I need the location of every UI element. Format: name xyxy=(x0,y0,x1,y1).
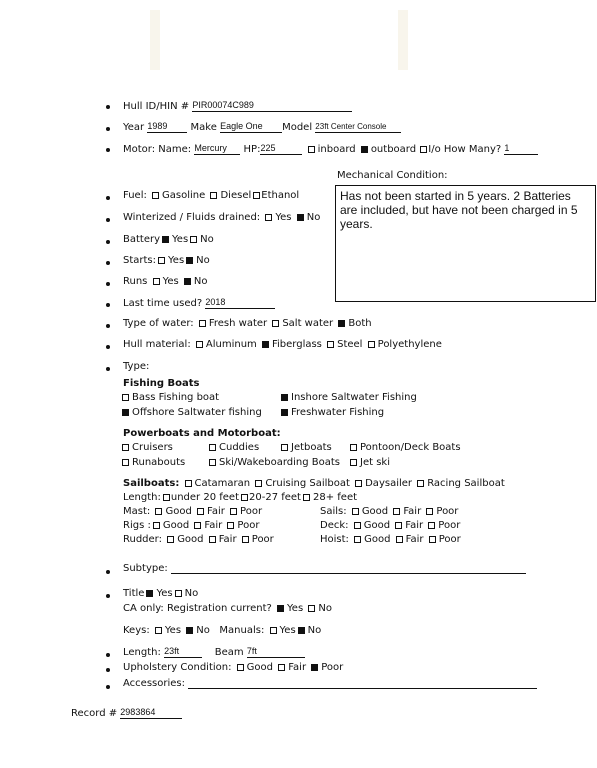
subtype-field[interactable] xyxy=(171,563,526,574)
racing-sailboat-checkbox[interactable] xyxy=(417,480,424,487)
sailboats-heading: Sailboats: xyxy=(123,478,180,489)
battery-label: Battery xyxy=(123,234,161,245)
ethanol-checkbox[interactable] xyxy=(253,192,260,199)
bullet xyxy=(106,148,110,152)
model-field[interactable] xyxy=(315,121,401,133)
jetboats-label: Jetboats xyxy=(291,442,332,453)
fiberglass-label: Fiberglass xyxy=(271,339,322,350)
io-label: I/o How Many? xyxy=(428,144,502,155)
powerboat-option xyxy=(348,457,390,468)
poor-checkbox[interactable] xyxy=(227,522,234,529)
poor-label: Poor xyxy=(240,506,263,517)
runabouts-checkbox[interactable] xyxy=(122,459,129,466)
under-20-checkbox[interactable] xyxy=(163,494,170,501)
bass-fishing-label: Bass Fishing boat xyxy=(132,392,220,403)
beam-label: Beam xyxy=(214,647,244,658)
upholstery-row xyxy=(123,662,343,673)
bass-fishing-checkbox[interactable] xyxy=(122,394,129,401)
bullet xyxy=(106,282,110,286)
jet-ski-label: Jet ski xyxy=(360,457,390,468)
winterized-yes-checkbox[interactable] xyxy=(265,214,272,221)
no-label: No xyxy=(200,234,214,245)
good-checkbox[interactable] xyxy=(352,508,359,515)
poor-label: Poor xyxy=(436,506,459,517)
fair-label: Fair xyxy=(405,520,424,531)
catamaran-checkbox[interactable] xyxy=(185,480,192,487)
scan-artifact-left xyxy=(150,10,160,70)
cruisers-label: Cruisers xyxy=(132,442,173,453)
bullet xyxy=(106,127,110,131)
keys-yes-checkbox[interactable] xyxy=(155,627,162,634)
no-label: No xyxy=(196,255,210,266)
diesel-label: Diesel xyxy=(220,190,252,201)
fair-label: Fair xyxy=(405,534,424,545)
good-checkbox[interactable] xyxy=(354,522,361,529)
sails-condition-row xyxy=(320,506,458,517)
make-value: Eagle One xyxy=(220,121,263,131)
jet-ski-checkbox[interactable] xyxy=(350,459,357,466)
subtype-label: Subtype: xyxy=(123,563,168,574)
bullet xyxy=(106,240,110,244)
bullet xyxy=(106,261,110,265)
yes-label: Yes xyxy=(168,255,185,266)
year-field[interactable] xyxy=(147,121,187,133)
length-value: 23ft xyxy=(164,646,180,656)
powerboat-option xyxy=(120,442,173,453)
poor-checkbox[interactable] xyxy=(242,536,249,543)
bullet xyxy=(106,105,110,109)
rudder-label: Rudder: xyxy=(123,534,162,545)
no-label: No xyxy=(306,212,321,223)
starts-yes-checkbox[interactable] xyxy=(158,257,165,264)
make-label: Make xyxy=(190,122,217,133)
winterized-no-checkbox[interactable] xyxy=(297,214,304,221)
fishing-option xyxy=(279,407,384,418)
good-label: Good xyxy=(177,534,204,545)
registration-no-checkbox[interactable] xyxy=(308,605,315,612)
fresh-water-checkbox[interactable] xyxy=(199,320,206,327)
no-label: No xyxy=(196,625,210,636)
last-used-field[interactable] xyxy=(205,297,275,309)
powerboat-option xyxy=(348,442,461,453)
bullet xyxy=(106,668,110,672)
inshore-saltwater-label: Inshore Saltwater Fishing xyxy=(291,392,417,403)
diesel-checkbox[interactable] xyxy=(210,192,217,199)
good-label: Good xyxy=(363,520,391,531)
starts-no-checkbox[interactable] xyxy=(186,257,193,264)
good-label: Good xyxy=(246,662,274,673)
registration-label: CA only: Registration current? xyxy=(123,603,272,614)
daysailer-label: Daysailer xyxy=(365,478,413,489)
length-label: Length: xyxy=(123,647,161,658)
yes-label: Yes xyxy=(162,276,179,287)
fuel-label: Fuel: xyxy=(123,190,147,201)
starts-row xyxy=(123,255,210,266)
good-label: Good xyxy=(162,520,190,531)
battery-row xyxy=(123,234,214,245)
water-type-label: Type of water: xyxy=(123,318,194,329)
fair-checkbox[interactable] xyxy=(393,508,400,515)
jetboats-checkbox[interactable] xyxy=(281,444,288,451)
keys-no-checkbox[interactable] xyxy=(186,627,193,634)
subtype-row xyxy=(123,563,526,574)
title-yes-checkbox[interactable] xyxy=(146,590,153,597)
bullet xyxy=(106,685,110,689)
mechanical-condition-box[interactable]: Has not been started in 5 years. 2 Batteries are included, but have not been charged in 5 years. xyxy=(335,185,596,302)
sailboats-row xyxy=(123,478,505,489)
cruising-sailboat-checkbox[interactable] xyxy=(255,480,262,487)
make-field[interactable] xyxy=(220,121,282,133)
both-water-checkbox[interactable] xyxy=(338,320,345,327)
hoist-condition-row xyxy=(320,534,461,545)
poor-checkbox[interactable] xyxy=(428,522,435,529)
manuals-no-checkbox[interactable] xyxy=(298,627,305,634)
year-value: 1989 xyxy=(147,121,168,131)
motor-row xyxy=(123,143,538,155)
powerboat-option xyxy=(279,442,332,453)
fair-checkbox[interactable] xyxy=(197,508,204,515)
winterized-row xyxy=(123,212,320,223)
battery-yes-checkbox[interactable] xyxy=(162,236,169,243)
good-checkbox[interactable] xyxy=(167,536,174,543)
yes-label: Yes xyxy=(172,234,189,245)
hoist-label: Hoist: xyxy=(320,534,349,545)
beam-value: 7ft xyxy=(246,646,257,656)
hp-value: 225 xyxy=(260,143,276,153)
hull-id-field[interactable] xyxy=(192,100,352,112)
motor-count-value: 1 xyxy=(504,143,510,153)
offshore-saltwater-label: Offshore Saltwater fishing xyxy=(132,407,262,418)
winterized-label: Winterized / Fluids drained: xyxy=(123,212,261,223)
bullet xyxy=(106,594,110,598)
bullet xyxy=(106,324,110,328)
yes-label: Yes xyxy=(287,603,304,614)
powerboat-option xyxy=(207,442,259,453)
bullet xyxy=(106,653,110,657)
good-label: Good xyxy=(165,506,192,517)
fresh-water-label: Fresh water xyxy=(208,318,268,329)
pontoon-checkbox[interactable] xyxy=(350,444,357,451)
good-checkbox[interactable] xyxy=(155,508,162,515)
record-field[interactable] xyxy=(120,707,182,719)
length-field[interactable] xyxy=(164,646,202,658)
good-label: Good xyxy=(364,534,391,545)
title-label: Title xyxy=(123,588,145,599)
upholstery-label: Upholstery Condition: xyxy=(123,662,232,673)
fair-checkbox[interactable] xyxy=(395,522,402,529)
rudder-condition-row xyxy=(123,534,274,545)
under-20-label: under 20 feet xyxy=(170,492,239,503)
registration-row xyxy=(123,603,332,614)
poor-label: Poor xyxy=(321,662,344,673)
fair-checkbox[interactable] xyxy=(209,536,216,543)
steel-label: Steel xyxy=(337,339,363,350)
upholstery-fair-checkbox[interactable] xyxy=(278,664,285,671)
starts-label: Starts: xyxy=(123,255,157,266)
keys-label: Keys: xyxy=(123,625,150,636)
ski-wakeboarding-checkbox[interactable] xyxy=(209,459,216,466)
fair-checkbox[interactable] xyxy=(194,522,201,529)
runabouts-label: Runabouts xyxy=(132,457,186,468)
hull-material-label: Hull material: xyxy=(123,339,191,350)
title-row xyxy=(123,588,198,599)
manuals-yes-checkbox[interactable] xyxy=(270,627,277,634)
deck-condition-row xyxy=(320,520,460,531)
poor-label: Poor xyxy=(251,534,274,545)
powerboats-heading: Powerboats and Motorboat: xyxy=(123,428,281,439)
water-type-row xyxy=(123,318,372,329)
motor-name-value: Mercury xyxy=(194,143,227,153)
both-water-label: Both xyxy=(348,318,372,329)
type-label: Type: xyxy=(123,361,150,372)
bullet xyxy=(106,570,110,574)
bullet xyxy=(106,218,110,222)
motor-count-field[interactable] xyxy=(504,143,538,155)
fair-label: Fair xyxy=(218,534,237,545)
28-plus-label: 28+ feet xyxy=(312,492,358,503)
fair-label: Fair xyxy=(288,662,307,673)
fiberglass-checkbox[interactable] xyxy=(262,341,269,348)
hull-material-row xyxy=(123,339,442,350)
fishing-option xyxy=(120,392,219,403)
title-no-checkbox[interactable] xyxy=(175,590,182,597)
good-label: Good xyxy=(361,506,389,517)
yes-label: Yes xyxy=(275,212,292,223)
aluminum-label: Aluminum xyxy=(205,339,257,350)
beam-field[interactable] xyxy=(247,646,305,658)
manuals-label: Manuals: xyxy=(219,625,265,636)
cuddies-label: Cuddies xyxy=(219,442,260,453)
yes-label: Yes xyxy=(279,625,296,636)
daysailer-checkbox[interactable] xyxy=(355,480,362,487)
pontoon-label: Pontoon/Deck Boats xyxy=(360,442,461,453)
poor-checkbox[interactable] xyxy=(429,536,436,543)
freshwater-fishing-label: Freshwater Fishing xyxy=(291,407,385,418)
fair-label: Fair xyxy=(204,520,223,531)
inboard-checkbox[interactable] xyxy=(308,146,315,153)
upholstery-good-checkbox[interactable] xyxy=(237,664,244,671)
rigs-condition-row xyxy=(123,520,259,531)
28-plus-checkbox[interactable] xyxy=(303,494,310,501)
bullet xyxy=(106,196,110,200)
no-label: No xyxy=(184,588,199,599)
gasoline-checkbox[interactable] xyxy=(152,192,159,199)
poor-label: Poor xyxy=(438,520,461,531)
last-used-value: 2018 xyxy=(205,297,226,307)
offshore-saltwater-checkbox[interactable] xyxy=(122,409,129,416)
year-make-model-row xyxy=(123,121,401,133)
no-label: No xyxy=(318,603,332,614)
steel-checkbox[interactable] xyxy=(327,341,334,348)
motor-name-field[interactable] xyxy=(194,143,240,155)
fishing-option xyxy=(279,392,417,403)
powerboat-option xyxy=(120,457,185,468)
outboard-label: outboard xyxy=(370,144,417,155)
fair-label: Fair xyxy=(206,506,225,517)
runs-row xyxy=(123,276,208,287)
fishing-option xyxy=(120,407,262,418)
battery-no-checkbox[interactable] xyxy=(190,236,197,243)
rigs-label: Rigs : xyxy=(123,520,151,531)
fuel-row xyxy=(123,190,299,201)
last-used-row xyxy=(123,297,275,309)
polyethylene-label: Polyethylene xyxy=(377,339,442,350)
sail-length-row xyxy=(123,492,357,503)
length-beam-row xyxy=(123,646,305,658)
accessories-field[interactable] xyxy=(188,678,537,689)
inshore-saltwater-checkbox[interactable] xyxy=(281,394,288,401)
salt-water-checkbox[interactable] xyxy=(272,320,279,327)
scan-artifact-right xyxy=(398,10,408,70)
fair-checkbox[interactable] xyxy=(396,536,403,543)
model-value: 23ft Center Console xyxy=(315,122,387,131)
record-row xyxy=(71,707,182,719)
hp-field[interactable] xyxy=(260,143,302,155)
bullet xyxy=(106,345,110,349)
good-checkbox[interactable] xyxy=(153,522,160,529)
mast-condition-row xyxy=(123,506,262,517)
outboard-checkbox[interactable] xyxy=(361,146,368,153)
io-checkbox[interactable] xyxy=(420,146,427,153)
ski-wakeboarding-label: Ski/Wakeboarding Boats xyxy=(219,457,341,468)
deck-label: Deck: xyxy=(320,520,349,531)
bullet xyxy=(106,303,110,307)
20-27-checkbox[interactable] xyxy=(241,494,248,501)
hull-id-value: PIR00074C989 xyxy=(192,100,254,110)
hull-id-label: Hull ID/HIN # xyxy=(123,101,190,112)
accessories-row xyxy=(123,678,537,689)
poor-label: Poor xyxy=(237,520,260,531)
record-value: 2983864 xyxy=(120,707,156,717)
hp-label: HP: xyxy=(243,144,261,155)
aluminum-checkbox[interactable] xyxy=(196,341,203,348)
fair-label: Fair xyxy=(403,506,422,517)
fishing-boats-heading: Fishing Boats xyxy=(123,378,200,389)
mechanical-condition-label: Mechanical Condition: xyxy=(337,170,448,181)
runs-yes-checkbox[interactable] xyxy=(153,278,160,285)
runs-no-checkbox[interactable] xyxy=(184,278,191,285)
year-label: Year xyxy=(123,122,145,133)
runs-label: Runs xyxy=(123,276,148,287)
catamaran-label: Catamaran xyxy=(194,478,251,489)
racing-sailboat-label: Racing Sailboat xyxy=(427,478,505,489)
accessories-label: Accessories: xyxy=(123,678,185,689)
salt-water-label: Salt water xyxy=(282,318,334,329)
good-checkbox[interactable] xyxy=(354,536,361,543)
cruising-sailboat-label: Cruising Sailboat xyxy=(265,478,350,489)
gasoline-label: Gasoline xyxy=(162,190,206,201)
inboard-label: inboard xyxy=(317,144,356,155)
motor-name-label: Motor: Name: xyxy=(123,144,192,155)
mast-label: Mast: xyxy=(123,506,151,517)
yes-label: Yes xyxy=(164,625,182,636)
registration-yes-checkbox[interactable] xyxy=(277,605,284,612)
ethanol-label: Ethanol xyxy=(261,190,300,201)
sail-length-label: Length: xyxy=(123,492,161,503)
cruisers-checkbox[interactable] xyxy=(122,444,129,451)
last-used-label: Last time used? xyxy=(123,298,203,309)
keys-manuals-row xyxy=(123,625,321,636)
model-label: Model xyxy=(282,122,313,133)
freshwater-fishing-checkbox[interactable] xyxy=(281,409,288,416)
bullet xyxy=(106,367,110,371)
sails-label: Sails: xyxy=(320,506,347,517)
yes-label: Yes xyxy=(156,588,173,599)
cuddies-checkbox[interactable] xyxy=(209,444,216,451)
poor-checkbox[interactable] xyxy=(426,508,433,515)
poor-checkbox[interactable] xyxy=(230,508,237,515)
no-label: No xyxy=(193,276,208,287)
20-27-label: 20-27 feet xyxy=(249,492,301,503)
upholstery-poor-checkbox[interactable] xyxy=(311,664,318,671)
hull-id-row xyxy=(123,100,352,112)
no-label: No xyxy=(307,625,322,636)
record-label: Record # xyxy=(71,708,118,719)
powerboat-option xyxy=(207,457,340,468)
polyethylene-checkbox[interactable] xyxy=(368,341,375,348)
poor-label: Poor xyxy=(438,534,461,545)
